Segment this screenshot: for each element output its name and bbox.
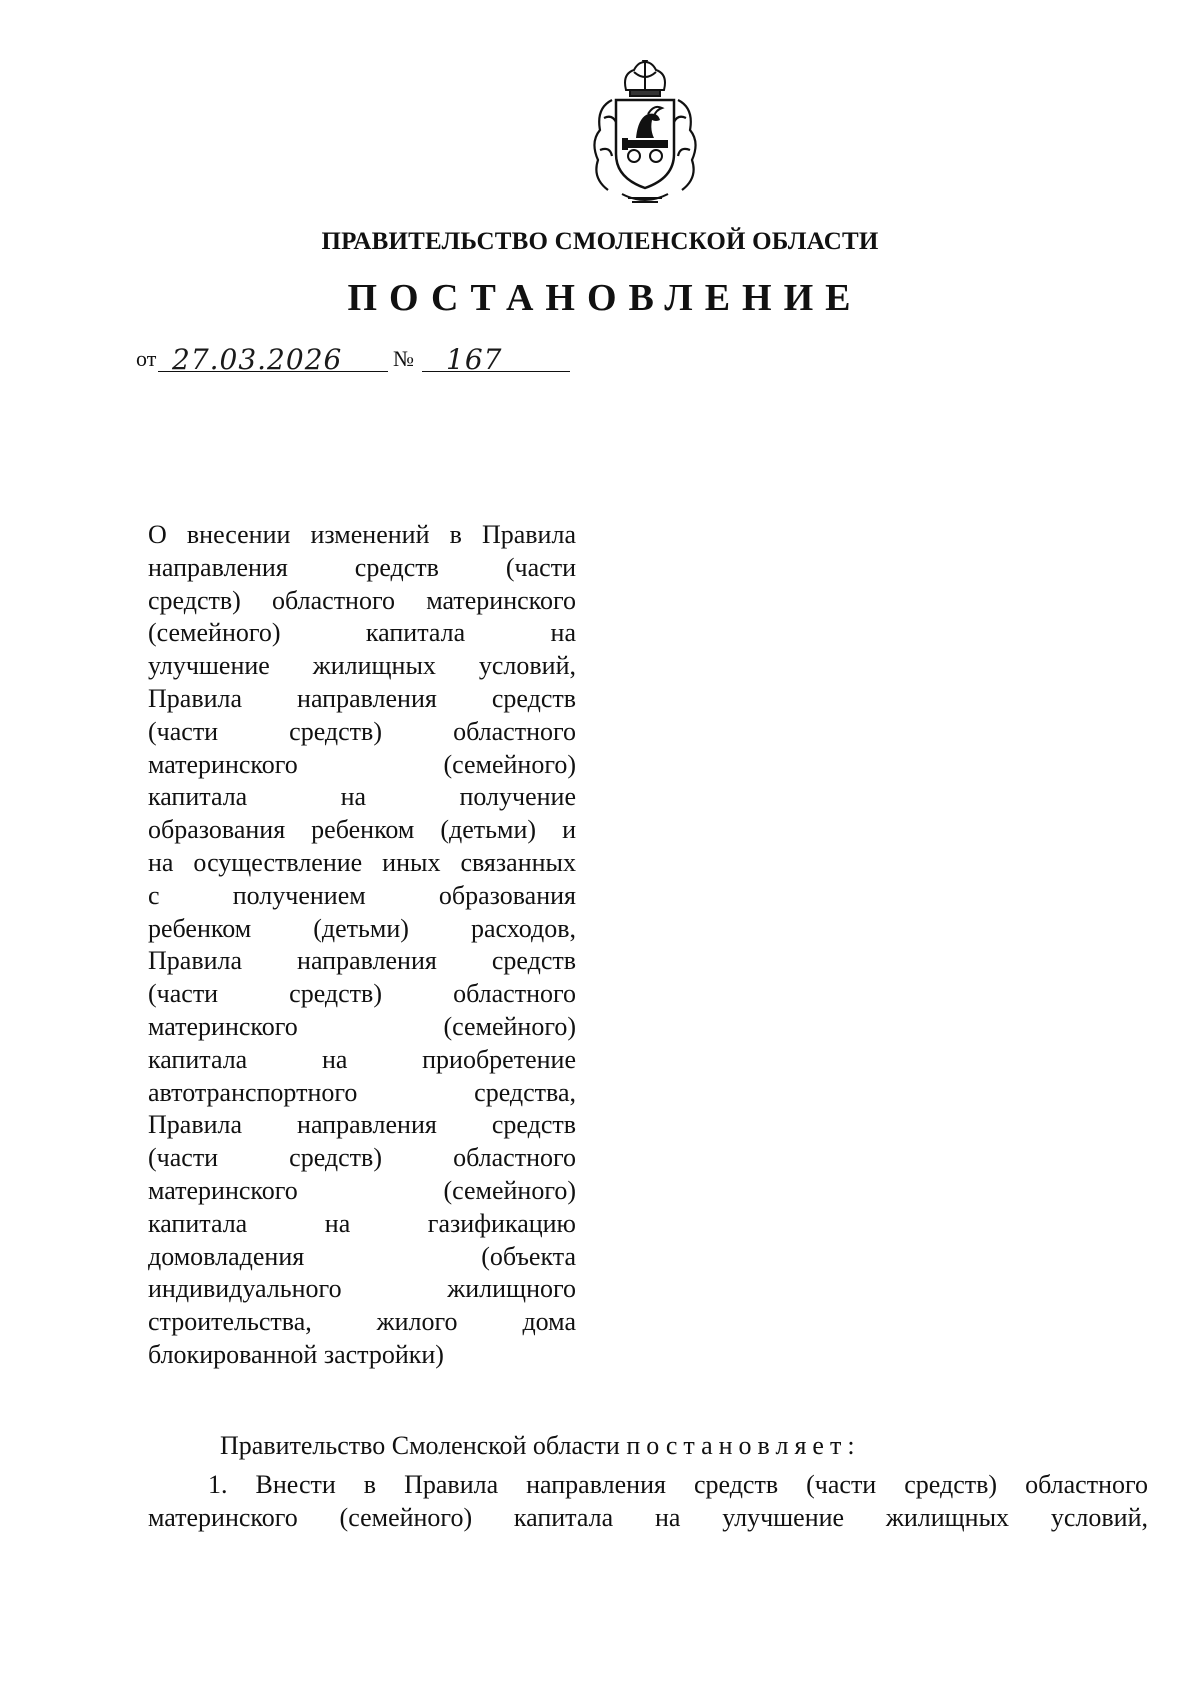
resolves-prefix: Правительство Смоленской области [220, 1431, 627, 1460]
title-line: (части средств) областного [148, 979, 576, 1009]
title-line: О внесении изменений в Правила [148, 520, 576, 549]
title-line: улучшение жилищных условий, [148, 651, 576, 681]
title-line: (семейного) капитала на [148, 618, 576, 648]
number-label: № [393, 346, 414, 371]
paragraph-line: 1. Внести в Правила направления средств (части средств) областного [208, 1470, 1148, 1499]
document-type: ПОСТАНОВЛЕНИЕ [347, 277, 863, 319]
title-line: блокированной застройки) [148, 1339, 444, 1369]
title-line: материнского (семейного) [148, 749, 576, 779]
resolves-statement [220, 1431, 861, 1461]
title-line: образования ребенком (детьми) и [148, 815, 576, 845]
title-line: с получением образования [148, 880, 576, 910]
title-line: домовладения (объекта [148, 1241, 576, 1271]
title-line: на осуществление иных связанных [148, 847, 576, 877]
title-line: (части средств) областного [148, 1143, 576, 1173]
title-line: материнского (семейного) [148, 1175, 576, 1205]
title-line: Правила направления средств [148, 683, 576, 713]
title-line: Правила направления средств [148, 946, 576, 976]
paragraph-line: материнского (семейного) капитала на улучшение жилищных условий, [148, 1503, 1148, 1532]
handwritten-number: 167 [446, 343, 503, 376]
title-line: направления средств (части [148, 552, 576, 582]
title-line: капитала на газификацию [148, 1208, 576, 1238]
title-line: средств) областного материнского [148, 585, 576, 615]
smolensk-coat-of-arms-icon [582, 60, 708, 206]
date-label: от [136, 346, 157, 371]
title-line: Правила направления средств [148, 1110, 576, 1140]
government-name: ПРАВИТЕЛЬСТВО СМОЛЕНСКОЙ ОБЛАСТИ [321, 228, 879, 255]
title-line: индивидуального жилищного [148, 1274, 576, 1304]
title-line: капитала на получение [148, 782, 576, 812]
resolves-verb: постановляет: [626, 1431, 861, 1460]
title-line: (части средств) областного [148, 716, 576, 746]
paragraph-1 [148, 1468, 1148, 1534]
issue-line [136, 338, 576, 378]
title-line: ребенком (детьми) расходов, [148, 913, 576, 943]
title-line: материнского (семейного) [148, 1011, 576, 1041]
title-line: капитала на приобретение [148, 1044, 576, 1074]
handwritten-date: 27.03.2026 [172, 343, 343, 376]
title-line: строительства, жилого дома [148, 1307, 576, 1337]
document-title [148, 519, 576, 1372]
title-line: автотранспортного средства, [148, 1077, 576, 1107]
